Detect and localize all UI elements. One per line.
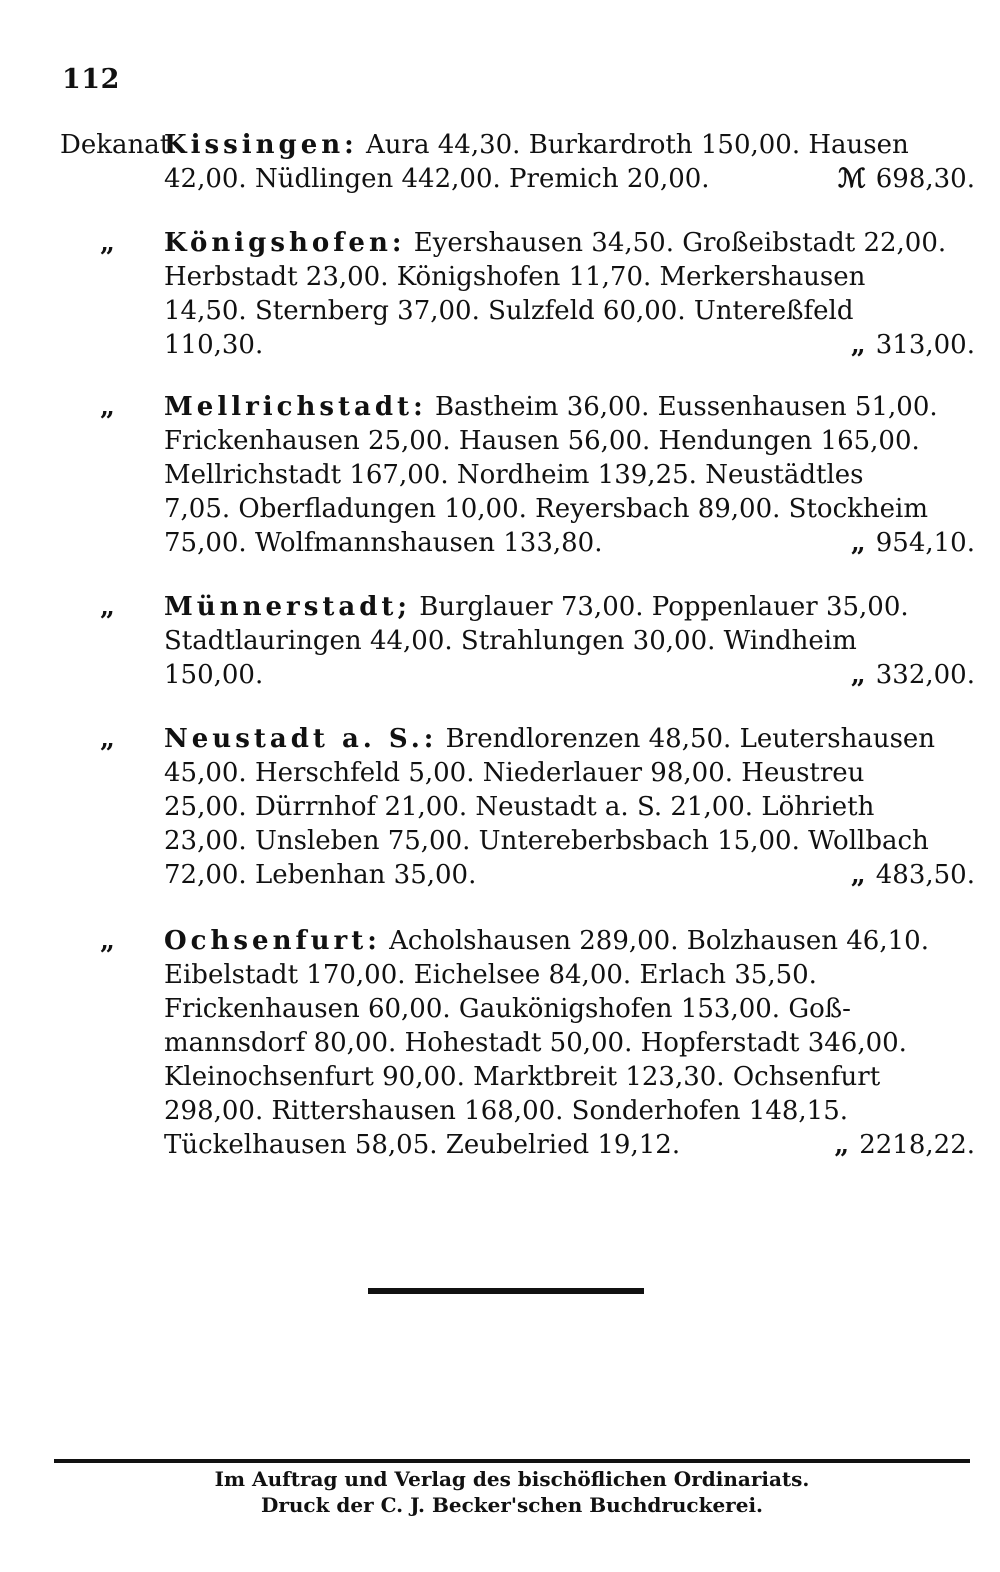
entry-line: 23,00. Unsleben 75,00. Untereberbsbach 15,00. Wollbach — [164, 826, 929, 856]
entry-line: Stadtlauringen 44,00. Strahlungen 30,00. Windheim — [164, 626, 857, 656]
deanery-prefix: Dekanat — [60, 130, 171, 160]
entry-line: 72,00. Lebenhan 35,00. — [164, 860, 477, 890]
total-amount: 483,50. — [875, 860, 975, 890]
entry-line: 110,30. — [164, 330, 264, 360]
entry-line: 42,00. Nüdlingen 442,00. Premich 20,00. — [164, 164, 710, 194]
section-divider — [368, 1288, 644, 1294]
entry-line: 298,00. Rittershausen 168,00. Sonderhofen 148,15. — [164, 1096, 849, 1126]
entry-line: Tückelhausen 58,05. Zeubelried 19,12. — [164, 1130, 681, 1160]
entry-line: Burglauer 73,00. Poppenlauer 35,00. — [419, 592, 909, 622]
deanery-name: Königshofen: — [164, 228, 406, 258]
entry-line: Herbstadt 23,00. Königshofen 11,70. Merkershausen — [164, 262, 866, 292]
deanery-total — [834, 1128, 975, 1162]
entry-line: 25,00. Dürrnhof 21,00. Neustadt a. S. 21,00. Löhrieth — [164, 792, 875, 822]
entry-line: Eyershausen 34,50. Großeibstadt 22,00. — [413, 228, 947, 258]
entry-line: Frickenhausen 25,00. Hausen 56,00. Hendungen 165,00. — [164, 426, 920, 456]
entry-line: mannsdorf 80,00. Hohestadt 50,00. Hopferstadt 346,00. — [164, 1028, 907, 1058]
ditto-mark: „ — [100, 592, 115, 622]
entry-line: Eibelstadt 170,00. Eichelsee 84,00. Erlach 35,50. — [164, 960, 817, 990]
entry-line: 14,50. Sternberg 37,00. Sulzfeld 60,00. Untereßfeld — [164, 296, 854, 326]
ditto-mark: „ — [100, 724, 115, 754]
total-amount: 332,00. — [875, 660, 975, 690]
entry-line: Kleinochsenfurt 90,00. Marktbreit 123,30. Ochsenfurt — [164, 1062, 881, 1092]
imprint-line-1: Im Auftrag und Verlag des bischöflichen Ordinariats. — [214, 1467, 810, 1491]
imprint-line-2: Druck der C. J. Becker'schen Buchdruckerei. — [260, 1493, 764, 1517]
entry-line: Frickenhausen 60,00. Gaukönigshofen 153,00. Goß- — [164, 994, 851, 1024]
mark-currency-symbol: ℳ — [837, 164, 866, 194]
entry-line: Acholshausen 289,00. Bolzhausen 46,10. — [389, 926, 929, 956]
deanery-entry-kissingen — [60, 128, 975, 196]
deanery-total — [851, 328, 975, 362]
deanery-name: Neustadt a. S.: — [164, 724, 438, 754]
deanery-total — [838, 162, 975, 196]
ditto-mark: „ — [100, 228, 115, 258]
entry-line: Brendlorenzen 48,50. Leutershausen — [445, 724, 936, 754]
entry-line: Bastheim 36,00. Eussenhausen 51,00. — [434, 392, 938, 422]
entry-line: 45,00. Herschfeld 5,00. Niederlauer 98,00. Heustreu — [164, 758, 865, 788]
ditto-mark: „ — [850, 660, 866, 690]
ditto-mark: „ — [850, 860, 866, 890]
deanery-entry-neustadt — [60, 722, 975, 892]
total-amount: 2218,22. — [859, 1130, 975, 1160]
deanery-name: Ochsenfurt: — [164, 926, 381, 956]
page-number: 112 — [62, 64, 120, 95]
entry-line: 150,00. — [164, 660, 264, 690]
deanery-entry-ochsenfurt — [60, 924, 975, 1162]
imprint-footer — [54, 1466, 970, 1518]
entry-line: Aura 44,30. Burkardroth 150,00. Hausen — [366, 130, 909, 160]
deanery-total — [851, 526, 975, 560]
entry-line: Mellrichstadt 167,00. Nordheim 139,25. Neustädtles — [164, 460, 864, 490]
ditto-mark: „ — [100, 392, 115, 422]
deanery-total — [851, 658, 975, 692]
deanery-entry-koenigshofen — [60, 226, 975, 362]
total-amount: 954,10. — [875, 528, 975, 558]
deanery-name: Mellrichstadt: — [164, 392, 427, 422]
entry-line: 7,05. Oberfladungen 10,00. Reyersbach 89,00. Stockheim — [164, 494, 928, 524]
deanery-entry-muennerstadt — [60, 590, 975, 692]
footer-rule — [54, 1459, 970, 1463]
total-amount: 313,00. — [875, 330, 975, 360]
deanery-name: Kissingen: — [164, 130, 358, 160]
total-amount: 698,30. — [875, 164, 975, 194]
ditto-mark: „ — [100, 926, 115, 956]
deanery-total — [851, 858, 975, 892]
ditto-mark: „ — [850, 330, 866, 360]
entry-line: 75,00. Wolfmannshausen 133,80. — [164, 528, 603, 558]
ditto-mark: „ — [834, 1130, 850, 1160]
ditto-mark: „ — [850, 528, 866, 558]
deanery-name: Münnerstadt; — [164, 592, 412, 622]
deanery-entry-mellrichstadt — [60, 390, 975, 560]
